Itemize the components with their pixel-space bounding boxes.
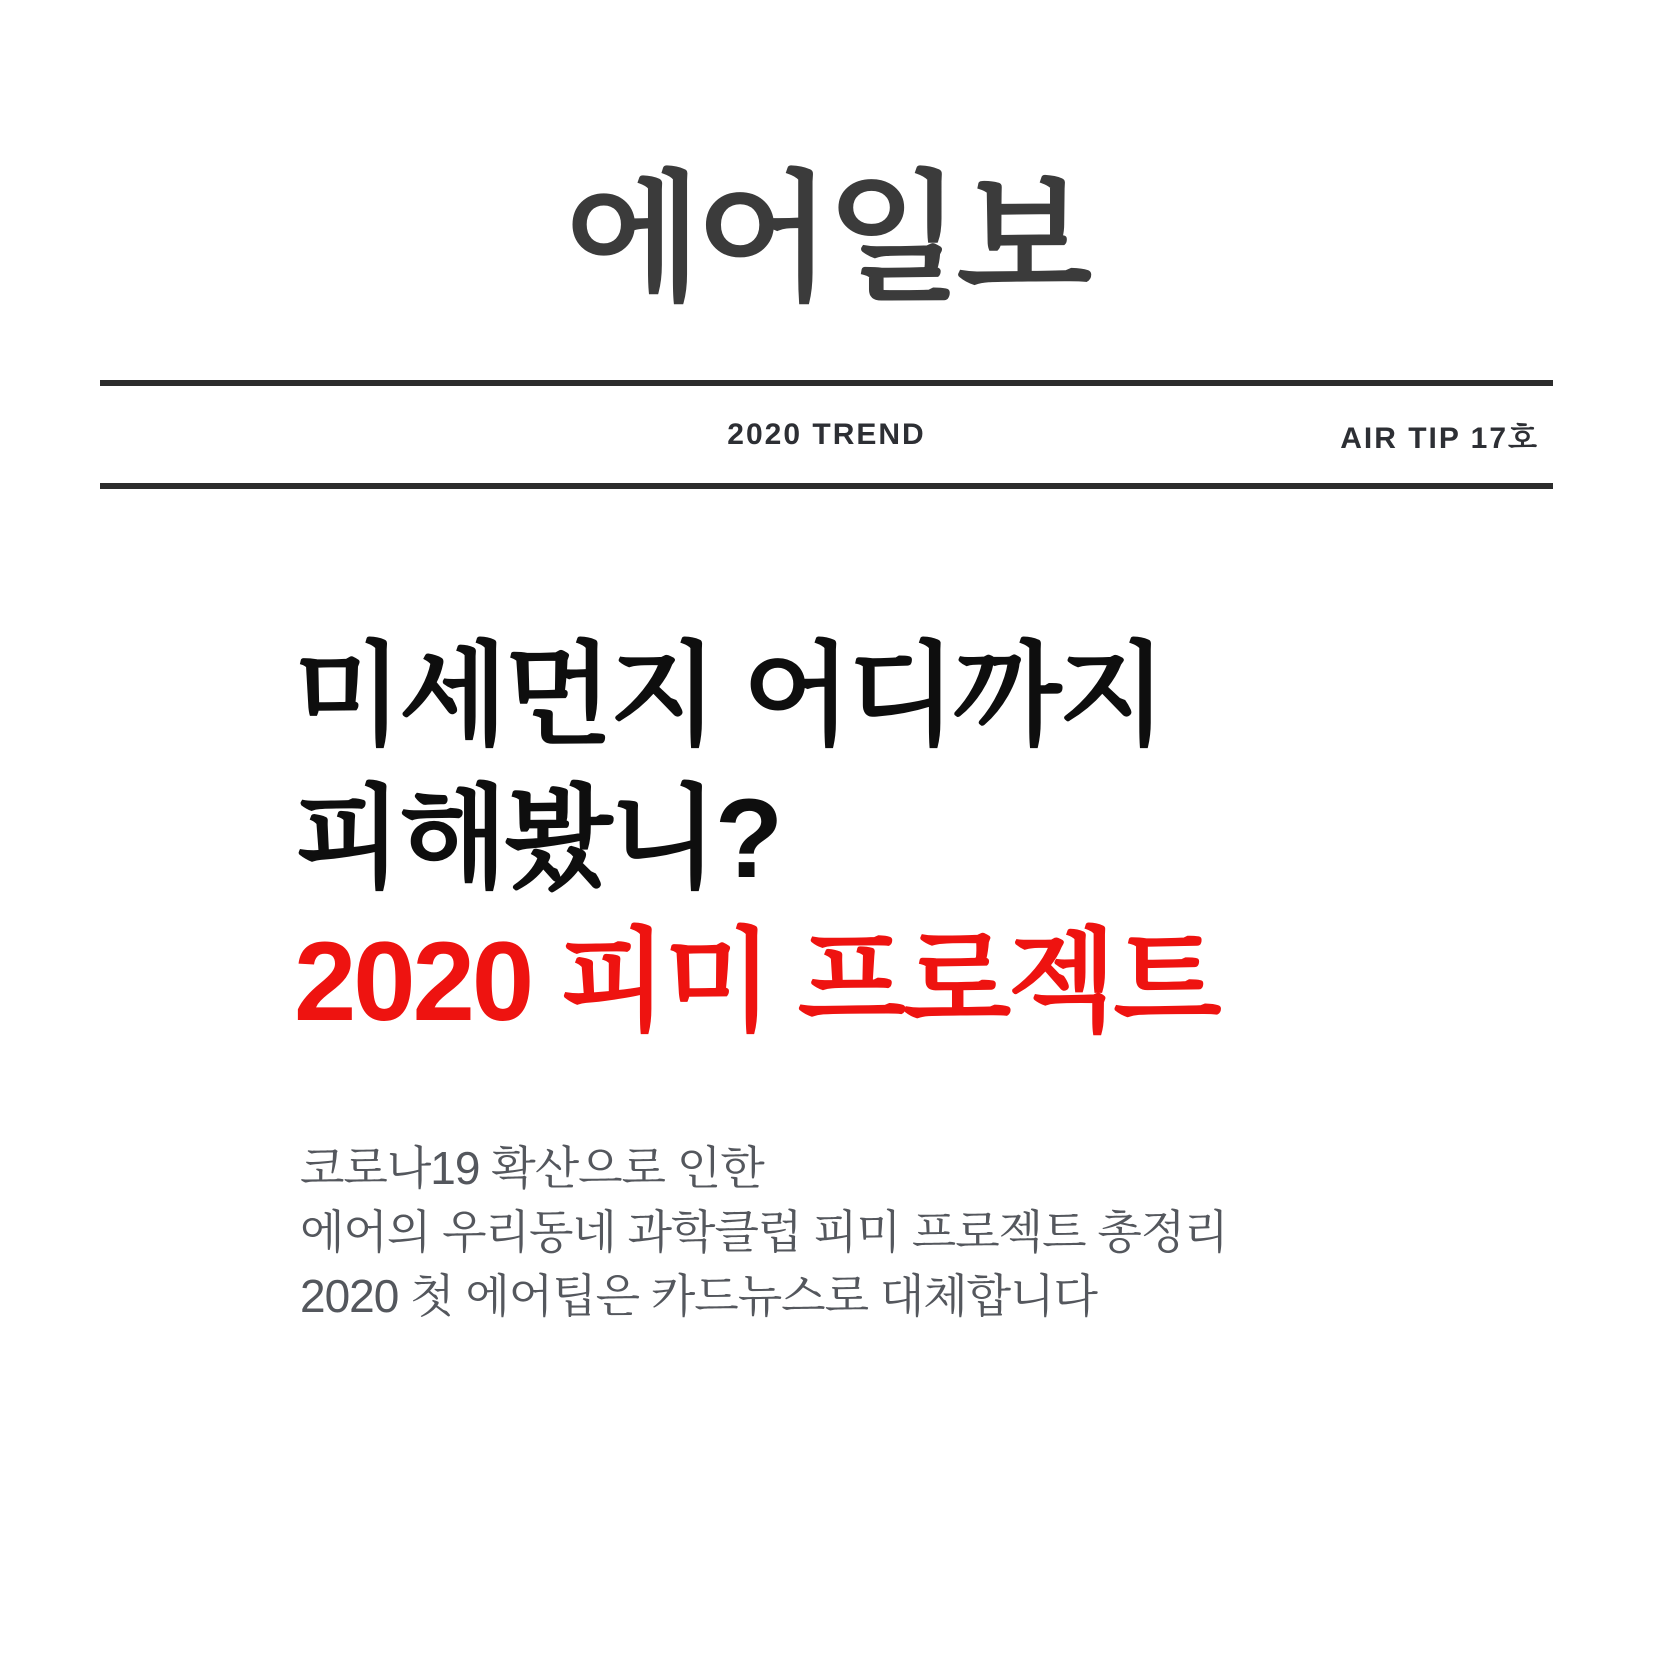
headline bbox=[294, 624, 1219, 1053]
headline-line1: 미세먼지 어디까지 bbox=[294, 633, 1164, 758]
body-line1: 코로나19 확산으로 인한 bbox=[300, 1142, 764, 1194]
band-issue-label: AIR TIP 17호 bbox=[1340, 421, 1539, 455]
body-line3: 2020 첫 에어팁은 카드뉴스로 대체합니다 bbox=[300, 1270, 1097, 1322]
band-category-label: 2020 TREND bbox=[727, 417, 926, 451]
masthead-title: 에어일보 bbox=[566, 160, 1087, 317]
headline-highlight: 2020 피미 프로젝트 bbox=[294, 919, 1219, 1044]
header-band bbox=[100, 380, 1553, 489]
body-copy bbox=[300, 1136, 1228, 1328]
body-line2: 에어의 우리동네 과학클럽 피미 프로젝트 총정리 bbox=[300, 1206, 1228, 1258]
headline-line2: 피해봤니? bbox=[294, 776, 781, 901]
